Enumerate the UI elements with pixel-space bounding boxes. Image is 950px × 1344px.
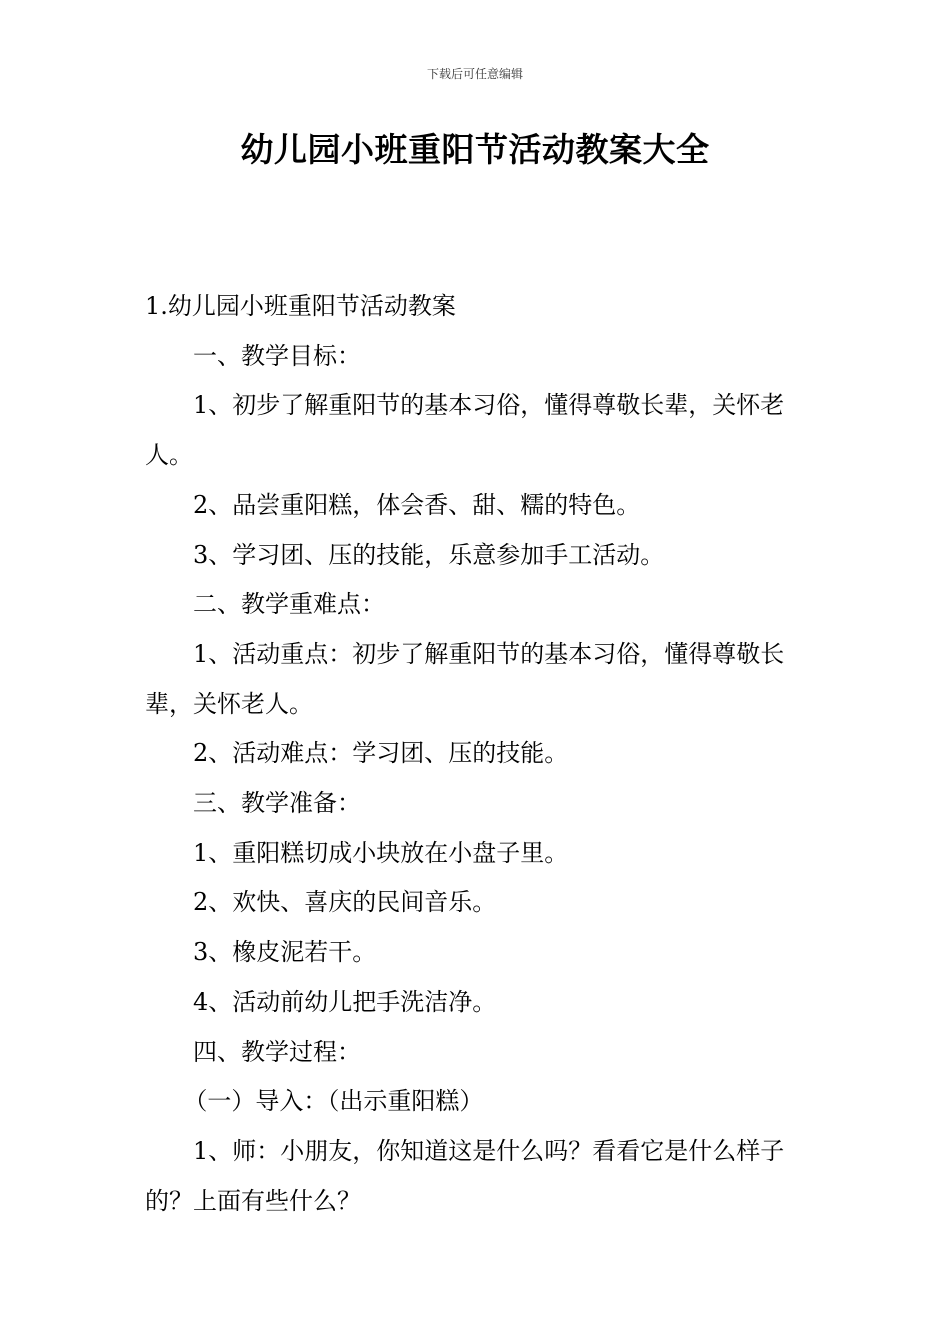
document-title: 幼儿园小班重阳节活动教案大全 bbox=[240, 130, 710, 169]
paragraph: 2、品尝重阳糕，体会香、甜、糯的特色。 bbox=[193, 490, 641, 519]
paragraph: 1、初步了解重阳节的基本习俗，懂得尊敬长辈，关怀老人。 bbox=[145, 391, 785, 470]
paragraph: 1、重阳糕切成小块放在小盘子里。 bbox=[193, 838, 569, 867]
paragraph: 2、欢快、喜庆的民间音乐。 bbox=[193, 888, 497, 917]
document-body bbox=[145, 282, 810, 1226]
paragraph: 四、教学过程： bbox=[193, 1037, 361, 1066]
section-heading: 1.幼儿园小班重阳节活动教案 bbox=[145, 292, 456, 320]
paragraph: 3、学习团、压的技能，乐意参加手工活动。 bbox=[193, 540, 665, 569]
paragraph: 二、教学重难点： bbox=[193, 590, 385, 619]
paragraph: 1、师：小朋友，你知道这是什么吗？看看它是什么样子的？上面有些什么？ bbox=[145, 1136, 785, 1215]
paragraph: 4、活动前幼儿把手洗洁净。 bbox=[193, 987, 497, 1016]
paragraph: 3、橡皮泥若干。 bbox=[193, 938, 377, 967]
paragraph: （一）导入：（出示重阳糕） bbox=[183, 1087, 484, 1116]
paragraph: 三、教学准备： bbox=[193, 789, 361, 818]
paragraph: 一、教学目标： bbox=[193, 341, 361, 370]
paragraph: 1、活动重点：初步了解重阳节的基本习俗，懂得尊敬长辈，关怀老人。 bbox=[145, 639, 785, 718]
header-note: 下载后可任意编辑 bbox=[426, 67, 523, 81]
paragraph: 2、活动难点：学习团、压的技能。 bbox=[193, 739, 569, 768]
